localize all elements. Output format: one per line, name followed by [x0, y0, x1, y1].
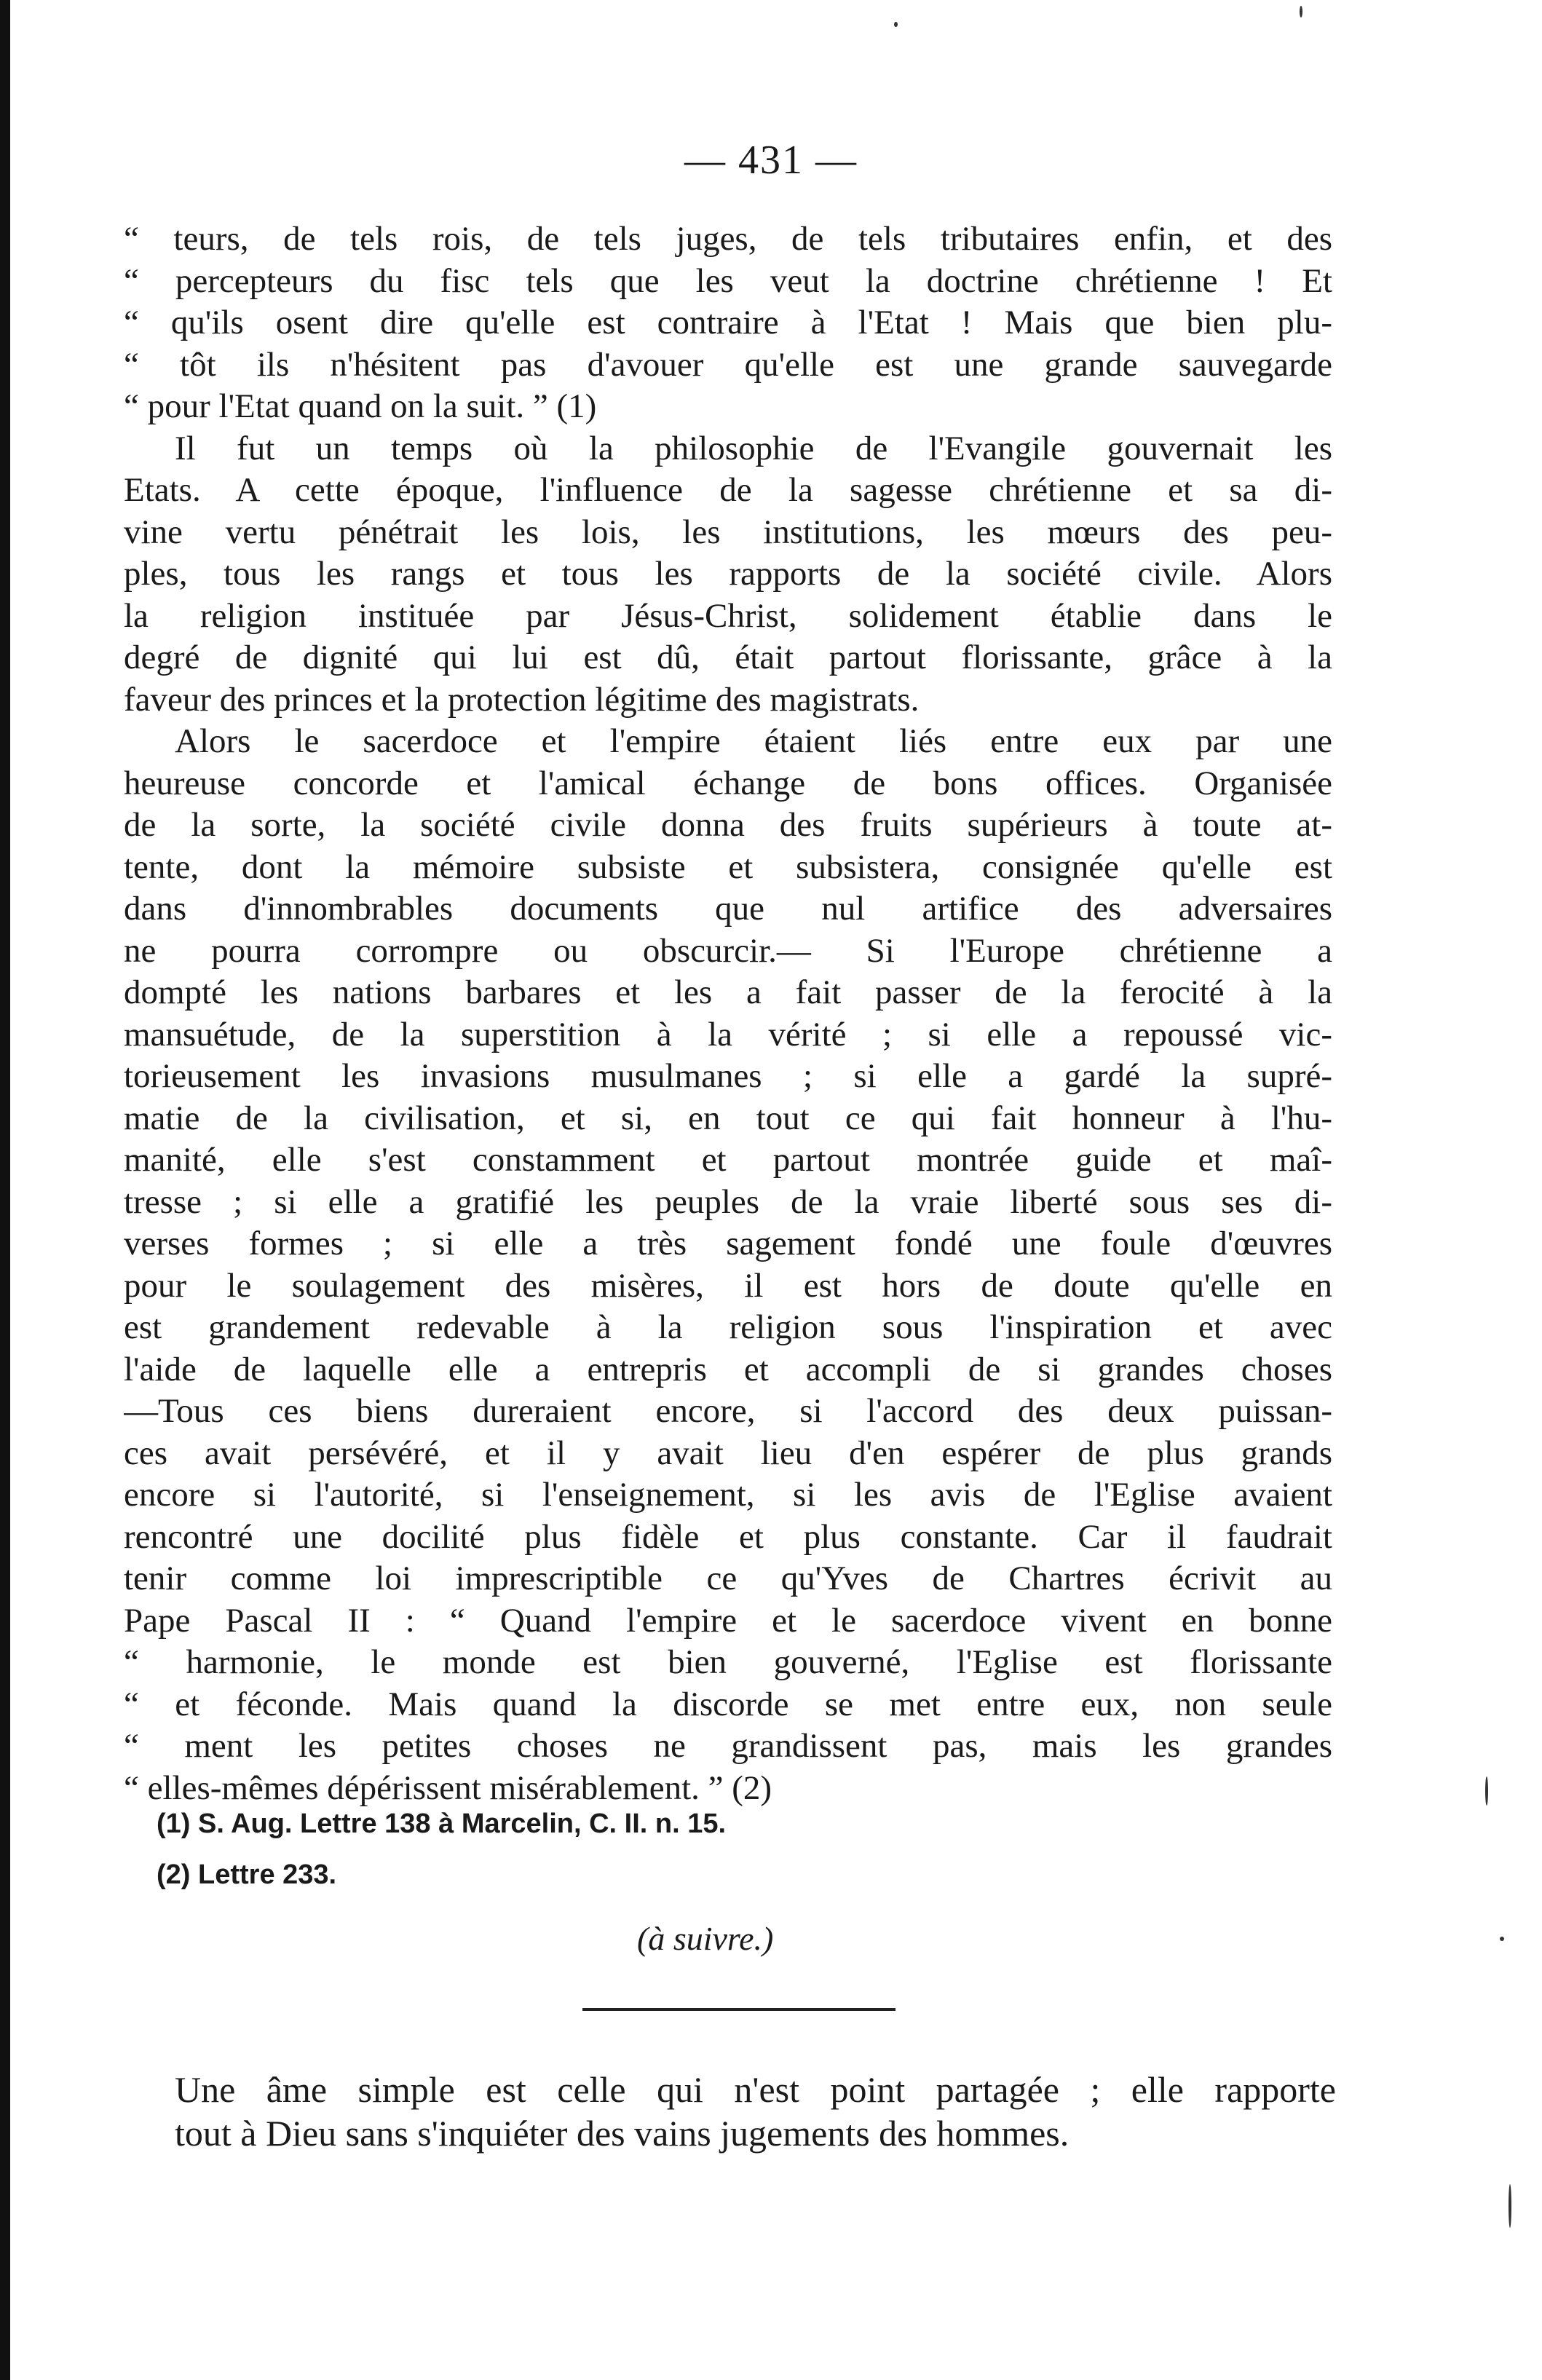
body-line: l'aide de laquelle elle a entrepris et accompli de si grandes choses: [124, 1350, 1332, 1388]
scan-speck: [1485, 1776, 1488, 1806]
scan-speck: [1509, 2184, 1511, 2228]
body-line: matie de la civilisation, et si, en tout ce qui fait honneur à l'hu-: [124, 1099, 1332, 1137]
body-line: ces avait persévéré, et il y avait lieu d'en espérer de plus grands: [124, 1434, 1332, 1472]
scan-speck: [1500, 1937, 1504, 1941]
scan-speck: [894, 22, 898, 27]
body-line: pour le soulagement des misères, il est hors de doute qu'elle en: [124, 1266, 1332, 1305]
body-line: Il fut un temps où la philosophie de l'Evangile gouvernait les: [175, 429, 1332, 467]
body-line: manité, elle s'est constamment et partout montrée guide et maî-: [124, 1141, 1332, 1179]
body-line: “ pour l'Etat quand on la suit. ” (1): [124, 387, 597, 425]
section-divider: [582, 2008, 895, 2011]
body-line: dompté les nations barbares et les a fait passer de la ferocité à la: [124, 973, 1332, 1011]
scan-speck: [1300, 6, 1302, 17]
body-line: verses formes ; si elle a très sagement fondé une foule d'œuvres: [124, 1225, 1332, 1262]
body-line: Alors le sacerdoce et l'empire étaient liés entre eux par une: [175, 722, 1332, 760]
footnote-2: (2) Lettre 233.: [157, 1859, 337, 1890]
body-line: Etats. A cette époque, l'influence de la sagesse chrétienne et sa di-: [124, 471, 1332, 509]
body-line: —Tous ces biens dureraient encore, si l'accord des deux puissan-: [124, 1392, 1332, 1430]
body-line: “ harmonie, le monde est bien gouverné, l'Eglise est florissante: [124, 1643, 1332, 1681]
scan-edge-bar: [0, 0, 10, 2380]
body-line: “ teurs, de tels rois, de tels juges, de tels tributaires enfin, et des: [124, 220, 1332, 258]
body-line: “ ment les petites choses ne grandissent pas, mais les grandes: [124, 1727, 1332, 1765]
body-line: tente, dont la mémoire subsiste et subsistera, consignée qu'elle est: [124, 847, 1332, 886]
body-line: “ tôt ils n'hésitent pas d'avouer qu'elle est une grande sauvegarde: [124, 345, 1332, 384]
body-line: la religion instituée par Jésus-Christ, solidement établie dans le: [124, 596, 1332, 635]
body-line: est grandement redevable à la religion sous l'inspiration et avec: [124, 1308, 1332, 1346]
body-line: heureuse concorde et l'amical échange de bons offices. Organisée: [124, 764, 1332, 802]
body-line: tresse ; si elle a gratifié les peuples de la vraie liberté sous ses di-: [124, 1182, 1332, 1221]
body-line: “ qu'ils osent dire qu'elle est contraire à l'Etat ! Mais que bien plu-: [124, 304, 1332, 341]
body-line: Pape Pascal II : “ Quand l'empire et le sacerdoce vivent en bonne: [124, 1601, 1332, 1640]
maxim-line: tout à Dieu sans s'inquiéter des vains jugements des hommes.: [175, 2113, 1069, 2154]
footnote-1: (1) S. Aug. Lettre 138 à Marcelin, C. II. n. 15.: [157, 1808, 727, 1839]
body-line: tenir comme loi imprescriptible ce qu'Yves de Chartres écrivit au: [124, 1559, 1332, 1597]
footnotes: [157, 1798, 1249, 1900]
body-text: [124, 218, 1332, 1809]
body-line: mansuétude, de la superstition à la vérité ; si elle a repoussé vic-: [124, 1015, 1332, 1053]
body-line: de la sorte, la société civile donna des fruits supérieurs à toute at-: [124, 806, 1332, 844]
body-line: torieusement les invasions musulmanes ; si elle a gardé la supré-: [124, 1057, 1332, 1095]
body-line: faveur des princes et la protection légitime des magistrats.: [124, 680, 920, 719]
body-line: “ elles-mêmes dépérissent misérablement. ” (2): [124, 1768, 772, 1807]
body-line: rencontré une docilité plus fidèle et plus constante. Car il faudrait: [124, 1517, 1332, 1556]
body-line: ples, tous les rangs et tous les rapports de la société civile. Alors: [124, 555, 1332, 593]
body-line: vine vertu pénétrait les lois, les institutions, les mœurs des peu-: [124, 513, 1332, 551]
maxim-line: Une âme simple est celle qui n'est point partagée ; elle rapporte: [175, 2069, 1336, 2110]
body-line: “ percepteurs du fisc tels que les veut la doctrine chrétienne ! Et: [124, 261, 1332, 300]
page-number: — 431 —: [684, 138, 858, 183]
body-line: dans d'innombrables documents que nul artifice des adversaires: [124, 890, 1332, 928]
body-line: encore si l'autorité, si l'enseignement, si les avis de l'Eglise avaient: [124, 1476, 1332, 1514]
to-be-continued: (à suivre.): [637, 1920, 774, 1957]
maxim: [175, 2068, 1336, 2155]
body-line: degré de dignité qui lui est dû, était partout florissante, grâce à la: [124, 639, 1332, 676]
body-line: ne pourra corrompre ou obscurcir.— Si l'Europe chrétienne a: [124, 931, 1332, 970]
body-line: “ et féconde. Mais quand la discorde se met entre eux, non seule: [124, 1685, 1332, 1723]
